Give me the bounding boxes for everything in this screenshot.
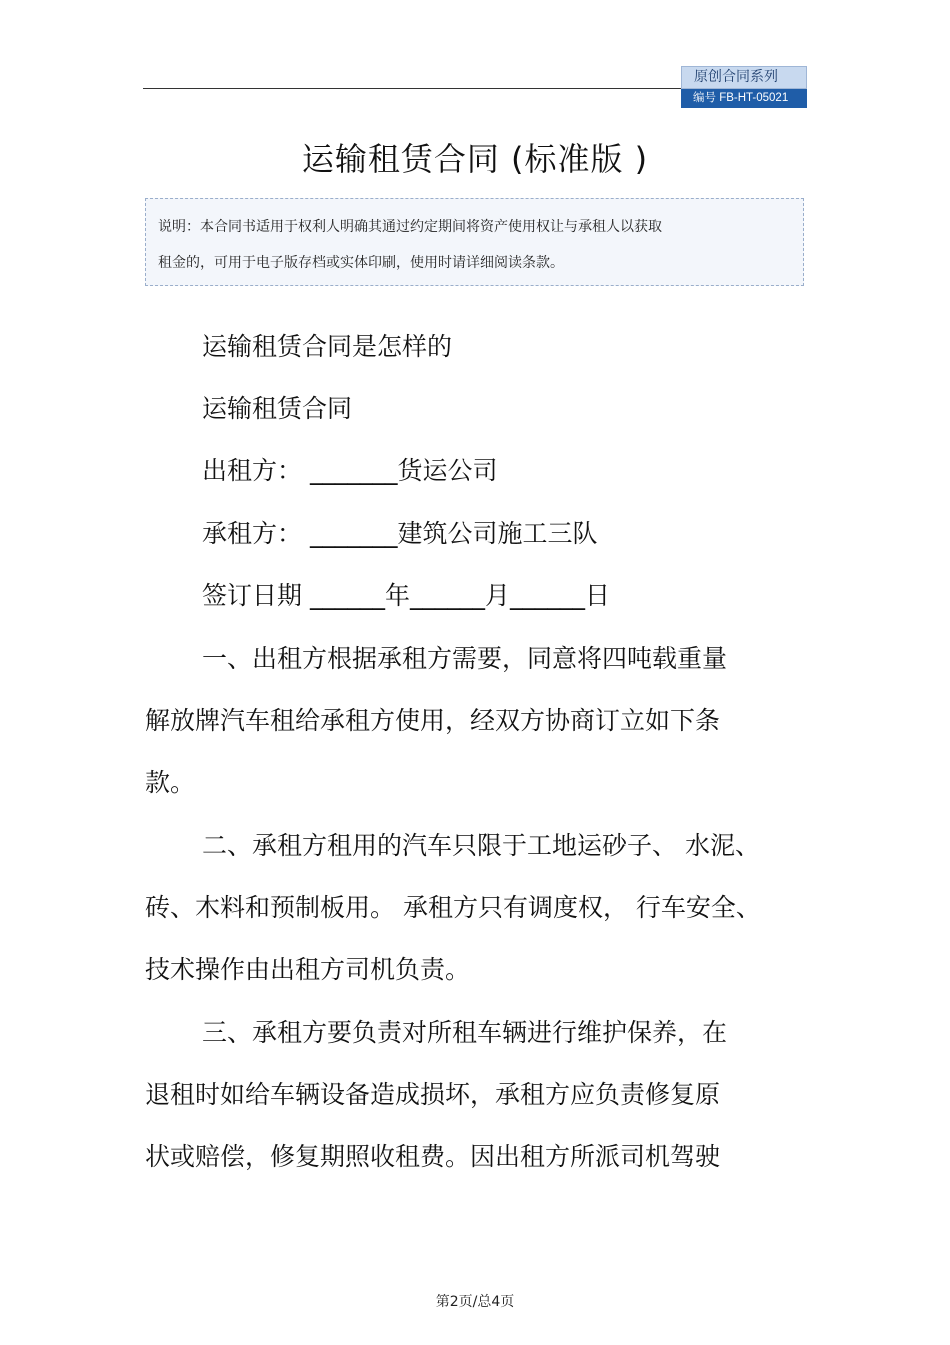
clause-2-line: 技术操作由出租方司机负责。 xyxy=(145,955,471,984)
document-title: 运输租赁合同 (标准版 ) xyxy=(301,140,649,178)
description-box xyxy=(145,198,804,286)
clause-3-line: 三、承租方要负责对所租车辆进行维护保养，在 xyxy=(202,1018,728,1047)
page-number: 第2页/总4页 xyxy=(435,1294,515,1310)
lessee-field: 承租方： _______建筑公司施工三队 xyxy=(202,519,598,548)
contract-name: 运输租赁合同 xyxy=(202,394,353,423)
clause-3-line: 状或赔偿，修复期照收租费。因出租方所派司机驾驶 xyxy=(145,1142,721,1171)
clause-1-line: 款。 xyxy=(145,768,196,797)
header-rule xyxy=(143,88,681,89)
section-heading: 运输租赁合同是怎样的 xyxy=(202,332,453,361)
lessor-field: 出租方： _______货运公司 xyxy=(202,456,498,485)
clause-2-line: 二、承租方租用的汽车只限于工地运砂子、 水泥、 xyxy=(202,831,760,860)
description-line: 说明：本合同书适用于权利人明确其通过约定期间将资产使用权让与承租人以获取 xyxy=(158,219,662,235)
clause-1-line: 一、出租方根据承租方需要，同意将四吨载重量 xyxy=(202,644,728,673)
description-line: 租金的，可用于电子版存档或实体印刷，使用时请详细阅读条款。 xyxy=(158,255,564,271)
signing-date-field: 签订日期 ______年______月______日 xyxy=(202,581,610,610)
clause-3-line: 退租时如给车辆设备造成损坏，承租方应负责修复原 xyxy=(145,1080,721,1109)
clause-1-line: 解放牌汽车租给承租方使用，经双方协商订立如下条 xyxy=(145,706,721,735)
clause-2-line: 砖、木料和预制板用。 承租方只有调度权， 行车安全、 xyxy=(145,893,761,922)
document-code: 编号 FB-HT-05021 xyxy=(681,89,807,108)
series-tag: 原创合同系列 xyxy=(681,66,807,89)
